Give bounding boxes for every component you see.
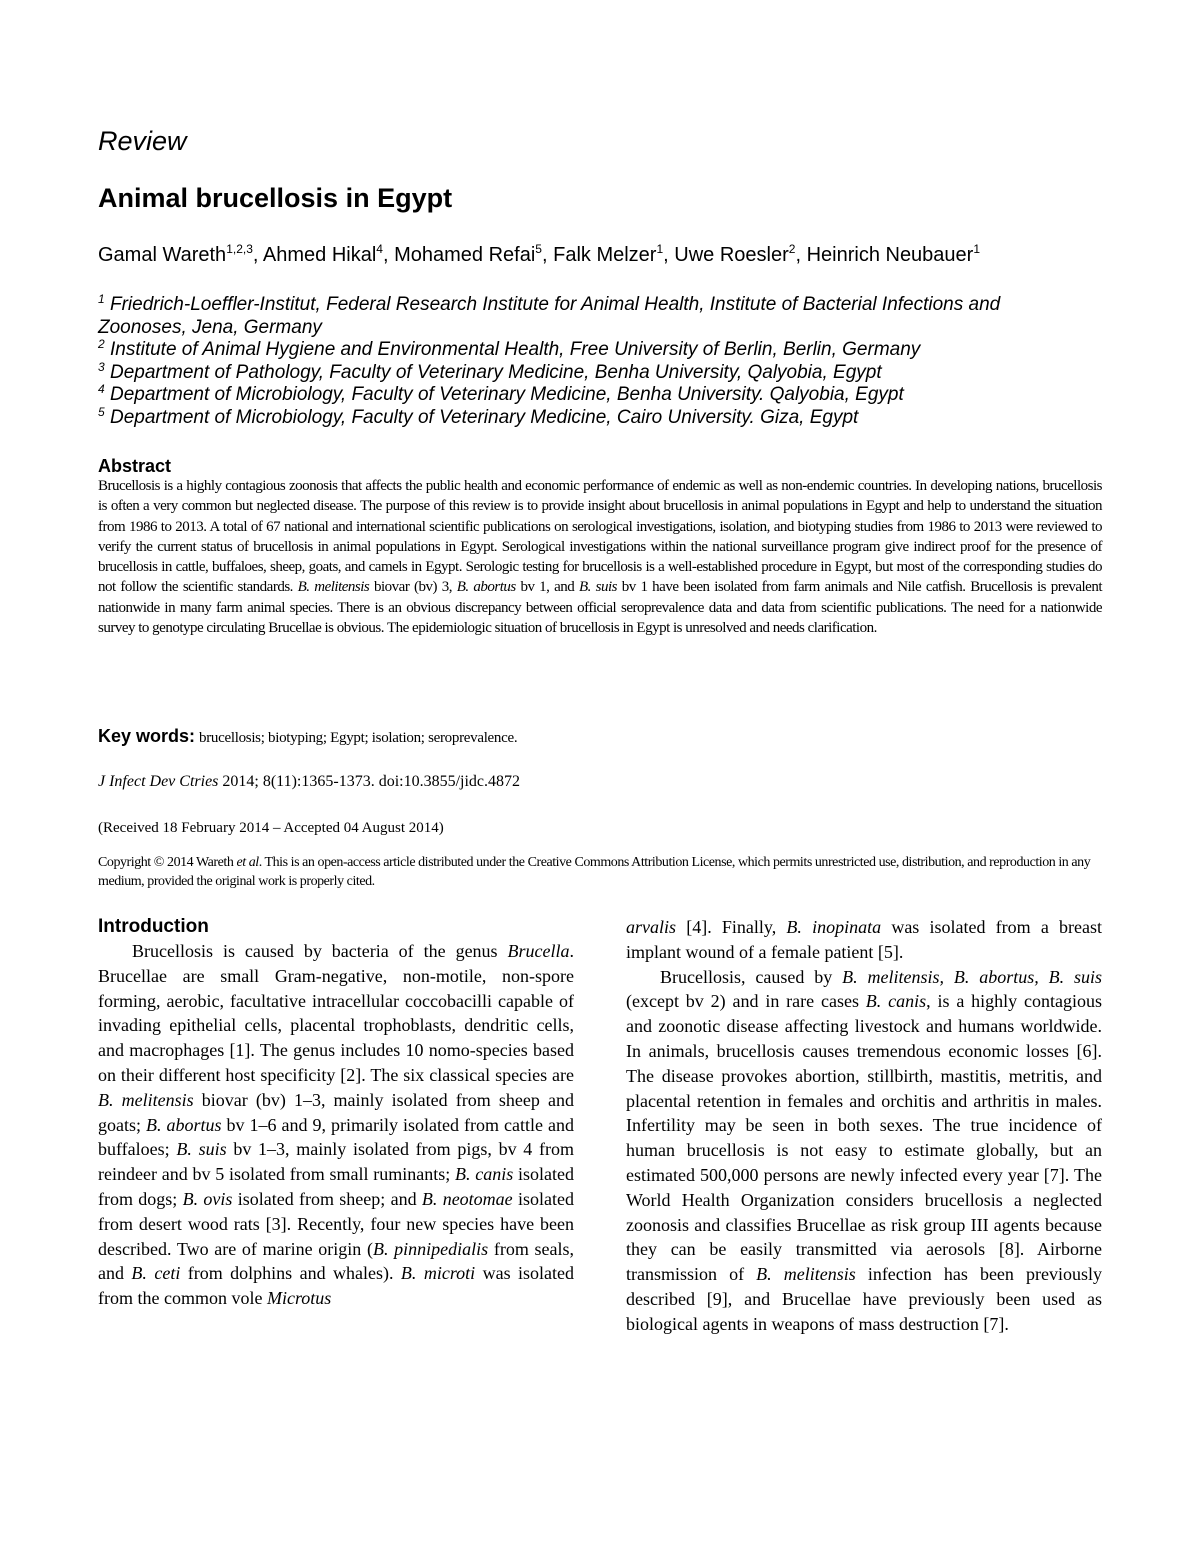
affiliation: $^4$ Department of Microbiology, Faculty of Veterinary Medicine, Benha University. Qalyobia, Egypt xyxy=(98,382,904,405)
keywords xyxy=(98,726,517,747)
abstract-text: Brucellosis is a highly contagious zoonosis that affects the public health and economic performance of endemic as well as non-endemic countries. In developing nations, brucellosis is often a very common but neglected disease. The purpose of this review is to provide insight about brucellosis in animal populations in Egypt and help to understand the situation from 1986 to 2013. A total of 67 national and international scientific publications on serological investigations, isolation, and biotyping studies from 1986 to 2013 were reviewed to verify the current status of brucellosis in animal populations in Egypt. Serological investigations within the national surveillance program give indirect proof for the presence of brucellosis in cattle, buffaloes, sheep, goats, and camels in Egypt. Serologic testing for brucellosis is a well-established procedure in Egypt, but most of the corresponding studies do not follow the scientific standards. B. melitensis biovar (bv) 3, B. abortus bv 1, and B. suis bv 1 have been isolated from farm animals and Nile catfish. Brucellosis is prevalent nationwide in many farm animal species. There is an obvious discrepancy between official seroprevalence data and data from scientific publications. The need for a nationwide survey to genotype circulating Brucellae is obvious. The epidemiologic situation of brucellosis in Egypt is unresolved and needs clarification. xyxy=(98,478,1103,637)
author: Mohamed Refai$^5$, xyxy=(394,242,554,266)
affiliation: $^2$ Institute of Animal Hygiene and Environmental Health, Free University of Berlin, Berlin, Germany xyxy=(98,337,921,360)
body-column-left xyxy=(98,915,574,1311)
received-dates: (Received 18 February 2014 – Accepted 04 August 2014) xyxy=(98,820,444,836)
affiliation: $^1$ Friedrich-Loeffler-Institut, Federal Research Institute for Animal Health, Institute of Bacterial Infections and Zoonoses, Jena, Germany xyxy=(98,292,1001,338)
abstract-section xyxy=(98,455,1102,638)
author: Heinrich Neubauer$^1$ xyxy=(806,242,981,266)
affiliation-list xyxy=(98,294,1058,429)
paragraph: arvalis [4]. Finally, B. inopinata was isolated from a breast implant wound of a female patient [5]. xyxy=(626,917,1103,962)
affiliation: $^3$ Department of Pathology, Faculty of Veterinary Medicine, Benha University, Qalyobia, Egypt xyxy=(98,359,882,383)
author: Gamal Wareth$^{1,2,3}$, xyxy=(98,242,263,266)
body-column-right xyxy=(626,915,1102,1337)
section-heading-introduction: Introduction xyxy=(98,916,209,937)
author-list xyxy=(98,244,980,267)
author: Ahmed Hikal$^4$, xyxy=(262,242,395,266)
article-type-label: Review xyxy=(98,126,187,156)
paragraph: Brucellosis is caused by bacteria of the genus Brucella. Brucellae are small Gram-negative, non-motile, non-spore forming, aerobic, facultative intracellular coccobacilli capable of invading epithelial cells, placental trophoblasts, dendritic cells, and macrophages [1]. The genus includes 10 nomo-species based on their different host specificity [2]. The six classical species are B. melitensis biovar (bv) 1–3, mainly isolated from sheep and goats; B. abortus bv 1–6 and 9, primarily isolated from cattle and buffaloes; B. suis bv 1–3, mainly isolated from pigs, bv 4 from reindeer and bv 5 isolated from small ruminants; B. canis isolated from dogs; B. ovis isolated from sheep; and B. neotomae isolated from desert wood rats [3]. Recently, four new species have been described. Two are of marine origin (B. pinnipedialis from seals, and B. ceti from dolphins and whales). B. microti was isolated from the common vole Microtus xyxy=(98,941,575,1309)
affiliation: $^5$ Department of Microbiology, Faculty of Veterinary Medicine, Cairo University. Giza, Egypt xyxy=(98,404,859,428)
author: Uwe Roesler$^2$, xyxy=(674,242,807,266)
citation xyxy=(98,773,520,791)
citation-details: 2014; 8(11):1365-1373. doi:10.3855/jidc.4872 xyxy=(218,773,521,790)
author: Falk Melzer$^1$, xyxy=(553,242,675,266)
journal-name: J Infect Dev Ctries xyxy=(98,773,219,790)
abstract-heading: Abstract xyxy=(98,456,172,476)
article-title: Animal brucellosis in Egypt xyxy=(98,183,453,213)
copyright-notice: Copyright © 2014 Wareth et al. This is an open-access article distributed under the Creative Commons Attribution License, which permits unrestricted use, distribution, and reproduction in any medium, provided the original work is properly cited. xyxy=(98,855,1091,889)
paragraph: Brucellosis, caused by B. melitensis, B. abortus, B. suis (except bv 2) and in rare cases B. canis, is a highly contagious and zoonotic disease affecting livestock and humans worldwide. In animals, brucellosis causes tremendous economic losses [6]. The disease provokes abortion, stillbirth, mastitis, metritis, and placental retention in females and orchitis and arthritis in males. Infertility may be seen in both sexes. The true incidence of human brucellosis is not easy to estimate globally, but an estimated 500,000 persons are newly infected every year [7]. The World Health Organization considers brucellosis a neglected zoonosis and classifies Brucellae as risk group III agents because they can be easily transmitted via aerosols [8]. Airborne transmission of B. melitensis infection has been previously described [9], and Brucellae have previously been used as biological agents in weapons of mass destruction [7]. xyxy=(626,966,1103,1334)
keywords-label: Key words: xyxy=(98,726,196,746)
keywords-text: brucellosis; biotyping; Egypt; isolation; seroprevalence. xyxy=(199,730,518,746)
